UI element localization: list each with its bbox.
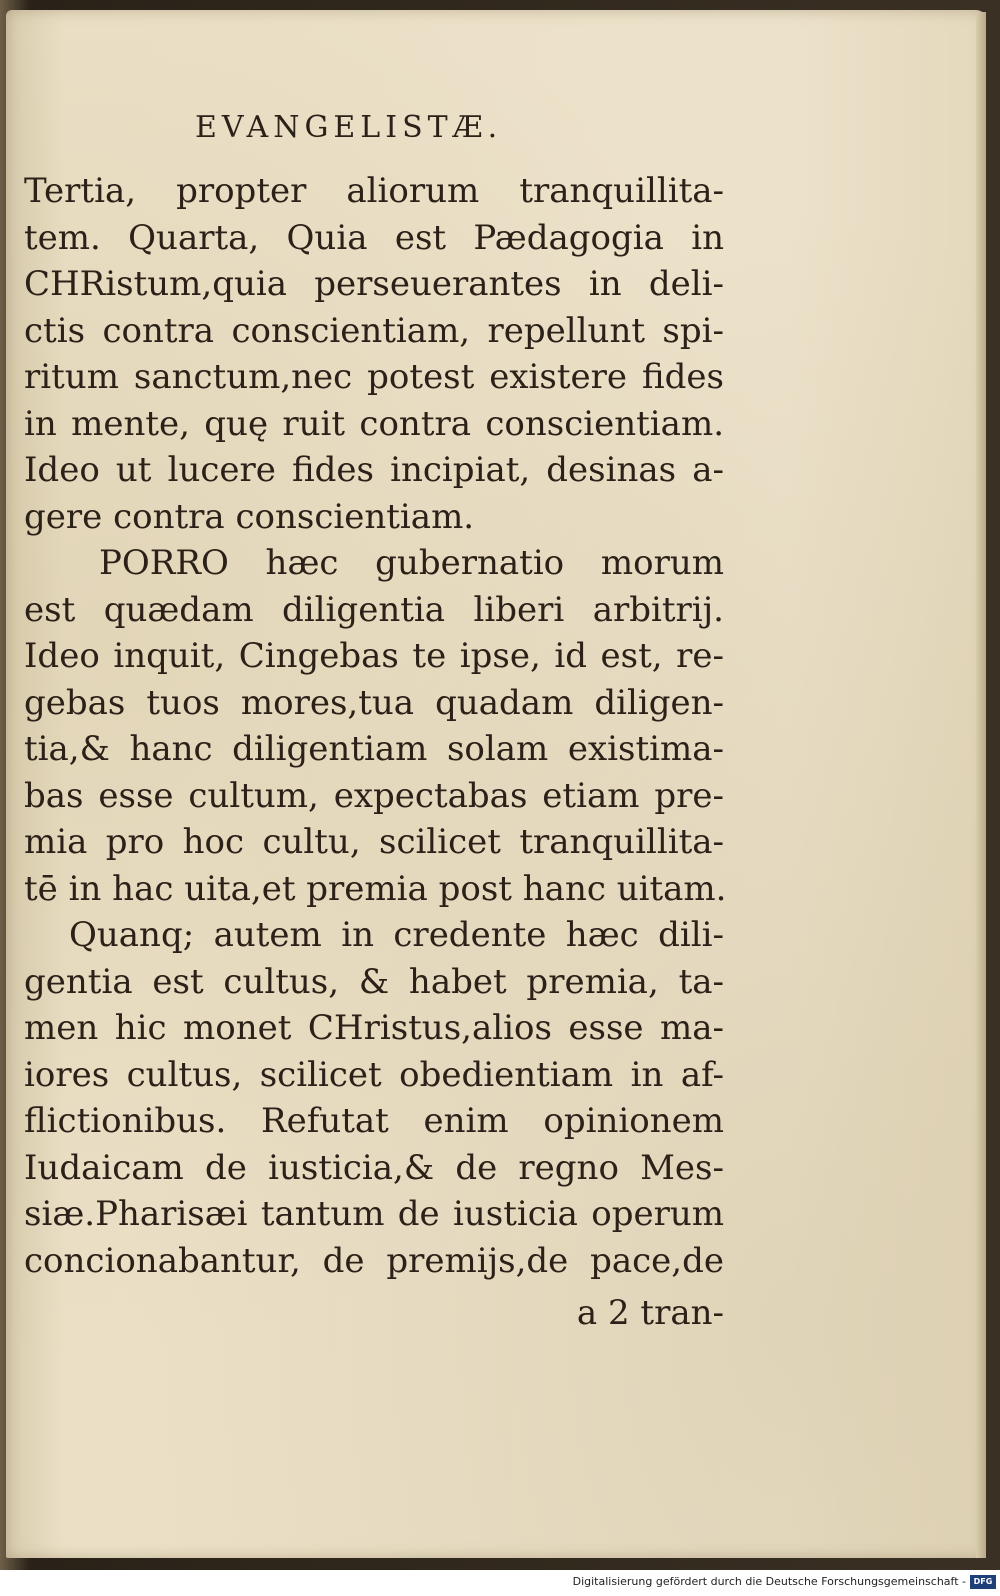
catchword: a 2 tran- (576, 1293, 724, 1333)
page-edge (976, 12, 986, 1558)
running-head: EVANGELISTÆ. (195, 110, 503, 145)
text-line: in mente, quę ruit contra conscientiam. (24, 403, 724, 444)
footer-bar (0, 1570, 1000, 1596)
text-line: tem. Quarta, Quia est Pædagogia in (24, 217, 724, 258)
page-body-text (24, 168, 727, 1337)
text-line: iores cultus, scilicet obedientiam in af- (24, 1054, 724, 1095)
paragraph-start-line: Quanq; autem in credente hæc dili- (69, 915, 724, 955)
text-line: Ideo inquit, Cingebas te ipse, id est, re- (24, 636, 724, 676)
text-line: concionabantur, de premijs,de pace,de (24, 1240, 724, 1281)
text-line: gentia est cultus, & habet premia, ta- (24, 961, 724, 1002)
footer-credit: Digitalisierung gefördert durch die Deutsche Forschungsgemeinschaft - (572, 1575, 966, 1588)
text-line: gebas tuos mores,tua quadam diligen- (24, 682, 724, 723)
text-line: est quædam diligentia liberi arbitrij. (24, 589, 724, 630)
text-line: flictionibus. Refutat enim opinionem (24, 1101, 724, 1141)
text-line: ritum sanctum,nec potest existere fides (24, 357, 724, 397)
text-line: ctis contra conscientiam, repellunt spi- (24, 310, 724, 351)
text-line: Iudaicam de iusticia,& de regno Mes- (24, 1147, 724, 1188)
dfg-logo: DFG (970, 1575, 996, 1589)
text-line: men hic monet CHristus,alios esse ma- (24, 1008, 724, 1048)
text-line: CHRistum,quia perseuerantes in deli- (24, 264, 724, 304)
text-line: tē in hac uita,et premia post hanc uitam. (24, 868, 727, 909)
paragraph-start-line: PORRO hæc gubernatio morum (99, 543, 724, 583)
text-line: Ideo ut lucere fides incipiat, desinas a- (24, 450, 724, 490)
text-line: gere contra conscientiam. (24, 496, 475, 537)
text-line: mia pro hoc cultu, scilicet tranquillita- (24, 822, 724, 862)
text-line: bas esse cultum, expectabas etiam pre- (24, 775, 724, 816)
text-line: tia,& hanc diligentiam solam existima- (24, 729, 724, 769)
text-line: Tertia, propter aliorum tranquillita- (24, 171, 724, 211)
text-line: siæ.Pharisæi tantum de iusticia operum (24, 1194, 724, 1234)
